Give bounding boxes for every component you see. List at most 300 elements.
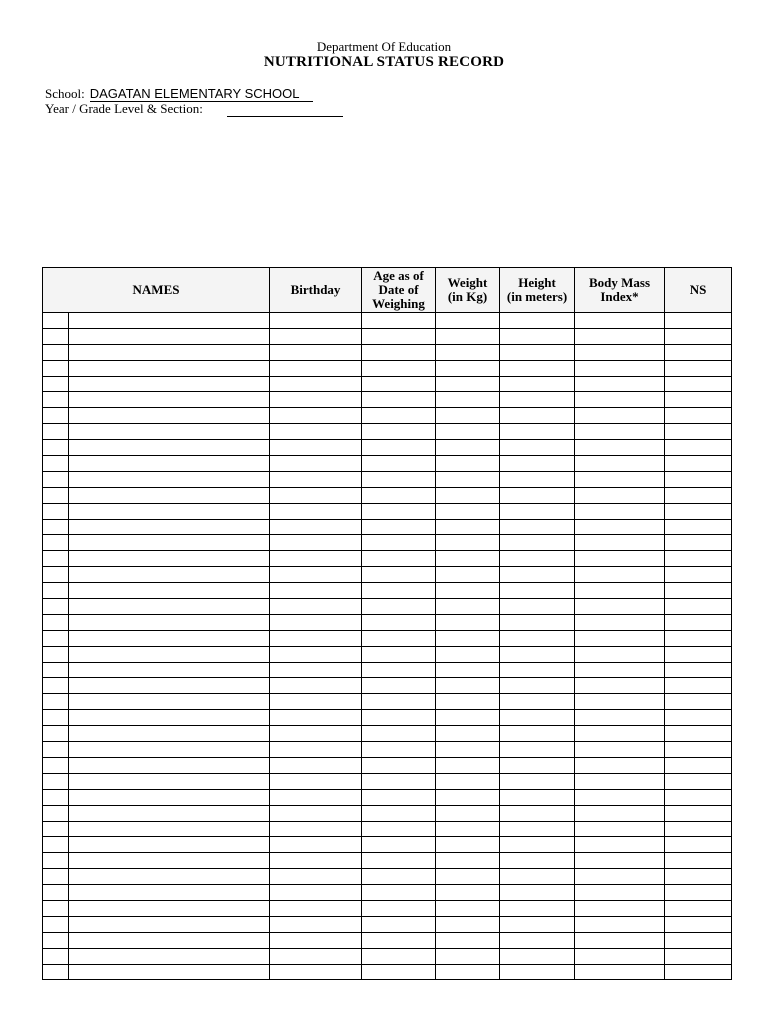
height-cell[interactable]	[500, 599, 575, 615]
birthday-cell[interactable]	[270, 630, 362, 646]
bmi-cell[interactable]	[575, 614, 665, 630]
weight-cell[interactable]	[436, 328, 500, 344]
row-number-cell[interactable]	[43, 948, 69, 964]
weight-cell[interactable]	[436, 646, 500, 662]
bmi-cell[interactable]	[575, 694, 665, 710]
bmi-cell[interactable]	[575, 900, 665, 916]
weight-cell[interactable]	[436, 503, 500, 519]
name-cell[interactable]	[69, 678, 270, 694]
age-cell[interactable]	[362, 678, 436, 694]
bmi-cell[interactable]	[575, 535, 665, 551]
birthday-cell[interactable]	[270, 885, 362, 901]
weight-cell[interactable]	[436, 726, 500, 742]
name-cell[interactable]	[69, 900, 270, 916]
name-cell[interactable]	[69, 614, 270, 630]
height-cell[interactable]	[500, 646, 575, 662]
age-cell[interactable]	[362, 328, 436, 344]
name-cell[interactable]	[69, 646, 270, 662]
bmi-cell[interactable]	[575, 853, 665, 869]
weight-cell[interactable]	[436, 964, 500, 980]
height-cell[interactable]	[500, 710, 575, 726]
weight-cell[interactable]	[436, 583, 500, 599]
weight-cell[interactable]	[436, 551, 500, 567]
height-cell[interactable]	[500, 567, 575, 583]
age-cell[interactable]	[362, 487, 436, 503]
row-number-cell[interactable]	[43, 360, 69, 376]
name-cell[interactable]	[69, 821, 270, 837]
age-cell[interactable]	[362, 519, 436, 535]
bmi-cell[interactable]	[575, 678, 665, 694]
birthday-cell[interactable]	[270, 456, 362, 472]
name-cell[interactable]	[69, 710, 270, 726]
weight-cell[interactable]	[436, 662, 500, 678]
bmi-cell[interactable]	[575, 885, 665, 901]
bmi-cell[interactable]	[575, 837, 665, 853]
name-cell[interactable]	[69, 742, 270, 758]
ns-cell[interactable]	[665, 821, 732, 837]
ns-cell[interactable]	[665, 662, 732, 678]
ns-cell[interactable]	[665, 757, 732, 773]
bmi-cell[interactable]	[575, 360, 665, 376]
ns-cell[interactable]	[665, 916, 732, 932]
height-cell[interactable]	[500, 376, 575, 392]
name-cell[interactable]	[69, 932, 270, 948]
weight-cell[interactable]	[436, 471, 500, 487]
birthday-cell[interactable]	[270, 328, 362, 344]
age-cell[interactable]	[362, 440, 436, 456]
age-cell[interactable]	[362, 630, 436, 646]
row-number-cell[interactable]	[43, 392, 69, 408]
weight-cell[interactable]	[436, 614, 500, 630]
weight-cell[interactable]	[436, 932, 500, 948]
birthday-cell[interactable]	[270, 583, 362, 599]
ns-cell[interactable]	[665, 328, 732, 344]
birthday-cell[interactable]	[270, 662, 362, 678]
ns-cell[interactable]	[665, 885, 732, 901]
name-cell[interactable]	[69, 328, 270, 344]
height-cell[interactable]	[500, 900, 575, 916]
row-number-cell[interactable]	[43, 646, 69, 662]
birthday-cell[interactable]	[270, 376, 362, 392]
height-cell[interactable]	[500, 471, 575, 487]
age-cell[interactable]	[362, 710, 436, 726]
ns-cell[interactable]	[665, 567, 732, 583]
row-number-cell[interactable]	[43, 599, 69, 615]
age-cell[interactable]	[362, 535, 436, 551]
height-cell[interactable]	[500, 757, 575, 773]
name-cell[interactable]	[69, 805, 270, 821]
bmi-cell[interactable]	[575, 757, 665, 773]
name-cell[interactable]	[69, 360, 270, 376]
height-cell[interactable]	[500, 916, 575, 932]
birthday-cell[interactable]	[270, 471, 362, 487]
row-number-cell[interactable]	[43, 313, 69, 329]
bmi-cell[interactable]	[575, 662, 665, 678]
bmi-cell[interactable]	[575, 567, 665, 583]
row-number-cell[interactable]	[43, 789, 69, 805]
birthday-cell[interactable]	[270, 789, 362, 805]
row-number-cell[interactable]	[43, 885, 69, 901]
bmi-cell[interactable]	[575, 408, 665, 424]
birthday-cell[interactable]	[270, 853, 362, 869]
bmi-cell[interactable]	[575, 519, 665, 535]
ns-cell[interactable]	[665, 869, 732, 885]
grade-section-value[interactable]	[227, 104, 343, 117]
bmi-cell[interactable]	[575, 376, 665, 392]
school-value[interactable]: DAGATAN ELEMENTARY SCHOOL	[90, 87, 314, 102]
height-cell[interactable]	[500, 392, 575, 408]
weight-cell[interactable]	[436, 424, 500, 440]
age-cell[interactable]	[362, 694, 436, 710]
weight-cell[interactable]	[436, 376, 500, 392]
birthday-cell[interactable]	[270, 678, 362, 694]
ns-cell[interactable]	[665, 440, 732, 456]
height-cell[interactable]	[500, 614, 575, 630]
ns-cell[interactable]	[665, 471, 732, 487]
age-cell[interactable]	[362, 869, 436, 885]
bmi-cell[interactable]	[575, 932, 665, 948]
row-number-cell[interactable]	[43, 408, 69, 424]
row-number-cell[interactable]	[43, 551, 69, 567]
height-cell[interactable]	[500, 742, 575, 758]
age-cell[interactable]	[362, 789, 436, 805]
age-cell[interactable]	[362, 456, 436, 472]
weight-cell[interactable]	[436, 408, 500, 424]
name-cell[interactable]	[69, 789, 270, 805]
weight-cell[interactable]	[436, 487, 500, 503]
row-number-cell[interactable]	[43, 328, 69, 344]
age-cell[interactable]	[362, 599, 436, 615]
ns-cell[interactable]	[665, 837, 732, 853]
height-cell[interactable]	[500, 424, 575, 440]
weight-cell[interactable]	[436, 360, 500, 376]
row-number-cell[interactable]	[43, 869, 69, 885]
name-cell[interactable]	[69, 948, 270, 964]
birthday-cell[interactable]	[270, 869, 362, 885]
ns-cell[interactable]	[665, 344, 732, 360]
row-number-cell[interactable]	[43, 344, 69, 360]
birthday-cell[interactable]	[270, 916, 362, 932]
age-cell[interactable]	[362, 662, 436, 678]
name-cell[interactable]	[69, 885, 270, 901]
height-cell[interactable]	[500, 821, 575, 837]
birthday-cell[interactable]	[270, 503, 362, 519]
weight-cell[interactable]	[436, 821, 500, 837]
age-cell[interactable]	[362, 773, 436, 789]
name-cell[interactable]	[69, 440, 270, 456]
name-cell[interactable]	[69, 599, 270, 615]
row-number-cell[interactable]	[43, 964, 69, 980]
weight-cell[interactable]	[436, 344, 500, 360]
birthday-cell[interactable]	[270, 932, 362, 948]
height-cell[interactable]	[500, 932, 575, 948]
bmi-cell[interactable]	[575, 487, 665, 503]
name-cell[interactable]	[69, 408, 270, 424]
age-cell[interactable]	[362, 424, 436, 440]
weight-cell[interactable]	[436, 885, 500, 901]
birthday-cell[interactable]	[270, 567, 362, 583]
birthday-cell[interactable]	[270, 344, 362, 360]
name-cell[interactable]	[69, 551, 270, 567]
age-cell[interactable]	[362, 964, 436, 980]
bmi-cell[interactable]	[575, 344, 665, 360]
birthday-cell[interactable]	[270, 757, 362, 773]
birthday-cell[interactable]	[270, 742, 362, 758]
age-cell[interactable]	[362, 313, 436, 329]
name-cell[interactable]	[69, 503, 270, 519]
birthday-cell[interactable]	[270, 900, 362, 916]
bmi-cell[interactable]	[575, 773, 665, 789]
weight-cell[interactable]	[436, 916, 500, 932]
age-cell[interactable]	[362, 646, 436, 662]
birthday-cell[interactable]	[270, 440, 362, 456]
birthday-cell[interactable]	[270, 726, 362, 742]
age-cell[interactable]	[362, 821, 436, 837]
age-cell[interactable]	[362, 837, 436, 853]
ns-cell[interactable]	[665, 678, 732, 694]
age-cell[interactable]	[362, 726, 436, 742]
row-number-cell[interactable]	[43, 900, 69, 916]
ns-cell[interactable]	[665, 614, 732, 630]
age-cell[interactable]	[362, 583, 436, 599]
ns-cell[interactable]	[665, 932, 732, 948]
ns-cell[interactable]	[665, 646, 732, 662]
age-cell[interactable]	[362, 408, 436, 424]
row-number-cell[interactable]	[43, 821, 69, 837]
bmi-cell[interactable]	[575, 789, 665, 805]
weight-cell[interactable]	[436, 773, 500, 789]
height-cell[interactable]	[500, 551, 575, 567]
height-cell[interactable]	[500, 487, 575, 503]
bmi-cell[interactable]	[575, 599, 665, 615]
row-number-cell[interactable]	[43, 487, 69, 503]
birthday-cell[interactable]	[270, 821, 362, 837]
bmi-cell[interactable]	[575, 583, 665, 599]
ns-cell[interactable]	[665, 519, 732, 535]
weight-cell[interactable]	[436, 837, 500, 853]
row-number-cell[interactable]	[43, 757, 69, 773]
weight-cell[interactable]	[436, 313, 500, 329]
ns-cell[interactable]	[665, 805, 732, 821]
birthday-cell[interactable]	[270, 519, 362, 535]
birthday-cell[interactable]	[270, 710, 362, 726]
ns-cell[interactable]	[665, 503, 732, 519]
age-cell[interactable]	[362, 742, 436, 758]
name-cell[interactable]	[69, 487, 270, 503]
height-cell[interactable]	[500, 885, 575, 901]
age-cell[interactable]	[362, 614, 436, 630]
height-cell[interactable]	[500, 440, 575, 456]
age-cell[interactable]	[362, 392, 436, 408]
weight-cell[interactable]	[436, 440, 500, 456]
weight-cell[interactable]	[436, 694, 500, 710]
weight-cell[interactable]	[436, 456, 500, 472]
bmi-cell[interactable]	[575, 551, 665, 567]
bmi-cell[interactable]	[575, 630, 665, 646]
row-number-cell[interactable]	[43, 694, 69, 710]
height-cell[interactable]	[500, 694, 575, 710]
birthday-cell[interactable]	[270, 773, 362, 789]
ns-cell[interactable]	[665, 456, 732, 472]
age-cell[interactable]	[362, 948, 436, 964]
birthday-cell[interactable]	[270, 964, 362, 980]
name-cell[interactable]	[69, 519, 270, 535]
ns-cell[interactable]	[665, 630, 732, 646]
name-cell[interactable]	[69, 853, 270, 869]
ns-cell[interactable]	[665, 853, 732, 869]
bmi-cell[interactable]	[575, 821, 665, 837]
height-cell[interactable]	[500, 408, 575, 424]
birthday-cell[interactable]	[270, 694, 362, 710]
row-number-cell[interactable]	[43, 583, 69, 599]
birthday-cell[interactable]	[270, 408, 362, 424]
height-cell[interactable]	[500, 519, 575, 535]
weight-cell[interactable]	[436, 519, 500, 535]
weight-cell[interactable]	[436, 392, 500, 408]
row-number-cell[interactable]	[43, 678, 69, 694]
weight-cell[interactable]	[436, 853, 500, 869]
weight-cell[interactable]	[436, 678, 500, 694]
row-number-cell[interactable]	[43, 837, 69, 853]
name-cell[interactable]	[69, 583, 270, 599]
ns-cell[interactable]	[665, 726, 732, 742]
row-number-cell[interactable]	[43, 662, 69, 678]
height-cell[interactable]	[500, 535, 575, 551]
ns-cell[interactable]	[665, 964, 732, 980]
height-cell[interactable]	[500, 503, 575, 519]
row-number-cell[interactable]	[43, 916, 69, 932]
height-cell[interactable]	[500, 789, 575, 805]
ns-cell[interactable]	[665, 583, 732, 599]
bmi-cell[interactable]	[575, 805, 665, 821]
name-cell[interactable]	[69, 773, 270, 789]
ns-cell[interactable]	[665, 599, 732, 615]
ns-cell[interactable]	[665, 551, 732, 567]
birthday-cell[interactable]	[270, 614, 362, 630]
weight-cell[interactable]	[436, 710, 500, 726]
weight-cell[interactable]	[436, 757, 500, 773]
age-cell[interactable]	[362, 885, 436, 901]
row-number-cell[interactable]	[43, 567, 69, 583]
birthday-cell[interactable]	[270, 837, 362, 853]
bmi-cell[interactable]	[575, 471, 665, 487]
weight-cell[interactable]	[436, 630, 500, 646]
bmi-cell[interactable]	[575, 503, 665, 519]
birthday-cell[interactable]	[270, 313, 362, 329]
height-cell[interactable]	[500, 456, 575, 472]
row-number-cell[interactable]	[43, 614, 69, 630]
name-cell[interactable]	[69, 916, 270, 932]
ns-cell[interactable]	[665, 900, 732, 916]
bmi-cell[interactable]	[575, 948, 665, 964]
birthday-cell[interactable]	[270, 599, 362, 615]
bmi-cell[interactable]	[575, 916, 665, 932]
birthday-cell[interactable]	[270, 487, 362, 503]
height-cell[interactable]	[500, 853, 575, 869]
weight-cell[interactable]	[436, 805, 500, 821]
height-cell[interactable]	[500, 313, 575, 329]
ns-cell[interactable]	[665, 742, 732, 758]
age-cell[interactable]	[362, 360, 436, 376]
age-cell[interactable]	[362, 344, 436, 360]
name-cell[interactable]	[69, 726, 270, 742]
height-cell[interactable]	[500, 328, 575, 344]
birthday-cell[interactable]	[270, 551, 362, 567]
name-cell[interactable]	[69, 869, 270, 885]
height-cell[interactable]	[500, 662, 575, 678]
bmi-cell[interactable]	[575, 964, 665, 980]
weight-cell[interactable]	[436, 948, 500, 964]
ns-cell[interactable]	[665, 313, 732, 329]
weight-cell[interactable]	[436, 567, 500, 583]
height-cell[interactable]	[500, 630, 575, 646]
bmi-cell[interactable]	[575, 424, 665, 440]
name-cell[interactable]	[69, 456, 270, 472]
ns-cell[interactable]	[665, 773, 732, 789]
ns-cell[interactable]	[665, 408, 732, 424]
birthday-cell[interactable]	[270, 805, 362, 821]
weight-cell[interactable]	[436, 789, 500, 805]
ns-cell[interactable]	[665, 694, 732, 710]
height-cell[interactable]	[500, 344, 575, 360]
row-number-cell[interactable]	[43, 742, 69, 758]
age-cell[interactable]	[362, 503, 436, 519]
birthday-cell[interactable]	[270, 360, 362, 376]
birthday-cell[interactable]	[270, 535, 362, 551]
name-cell[interactable]	[69, 471, 270, 487]
ns-cell[interactable]	[665, 376, 732, 392]
birthday-cell[interactable]	[270, 424, 362, 440]
bmi-cell[interactable]	[575, 742, 665, 758]
ns-cell[interactable]	[665, 710, 732, 726]
row-number-cell[interactable]	[43, 535, 69, 551]
age-cell[interactable]	[362, 376, 436, 392]
name-cell[interactable]	[69, 313, 270, 329]
height-cell[interactable]	[500, 948, 575, 964]
age-cell[interactable]	[362, 551, 436, 567]
height-cell[interactable]	[500, 805, 575, 821]
row-number-cell[interactable]	[43, 440, 69, 456]
age-cell[interactable]	[362, 471, 436, 487]
height-cell[interactable]	[500, 869, 575, 885]
bmi-cell[interactable]	[575, 392, 665, 408]
ns-cell[interactable]	[665, 948, 732, 964]
bmi-cell[interactable]	[575, 710, 665, 726]
row-number-cell[interactable]	[43, 853, 69, 869]
age-cell[interactable]	[362, 900, 436, 916]
row-number-cell[interactable]	[43, 932, 69, 948]
height-cell[interactable]	[500, 360, 575, 376]
row-number-cell[interactable]	[43, 424, 69, 440]
height-cell[interactable]	[500, 583, 575, 599]
weight-cell[interactable]	[436, 742, 500, 758]
name-cell[interactable]	[69, 424, 270, 440]
bmi-cell[interactable]	[575, 646, 665, 662]
birthday-cell[interactable]	[270, 646, 362, 662]
name-cell[interactable]	[69, 392, 270, 408]
bmi-cell[interactable]	[575, 313, 665, 329]
name-cell[interactable]	[69, 630, 270, 646]
name-cell[interactable]	[69, 535, 270, 551]
name-cell[interactable]	[69, 694, 270, 710]
row-number-cell[interactable]	[43, 376, 69, 392]
bmi-cell[interactable]	[575, 726, 665, 742]
weight-cell[interactable]	[436, 599, 500, 615]
ns-cell[interactable]	[665, 487, 732, 503]
ns-cell[interactable]	[665, 535, 732, 551]
bmi-cell[interactable]	[575, 328, 665, 344]
row-number-cell[interactable]	[43, 456, 69, 472]
